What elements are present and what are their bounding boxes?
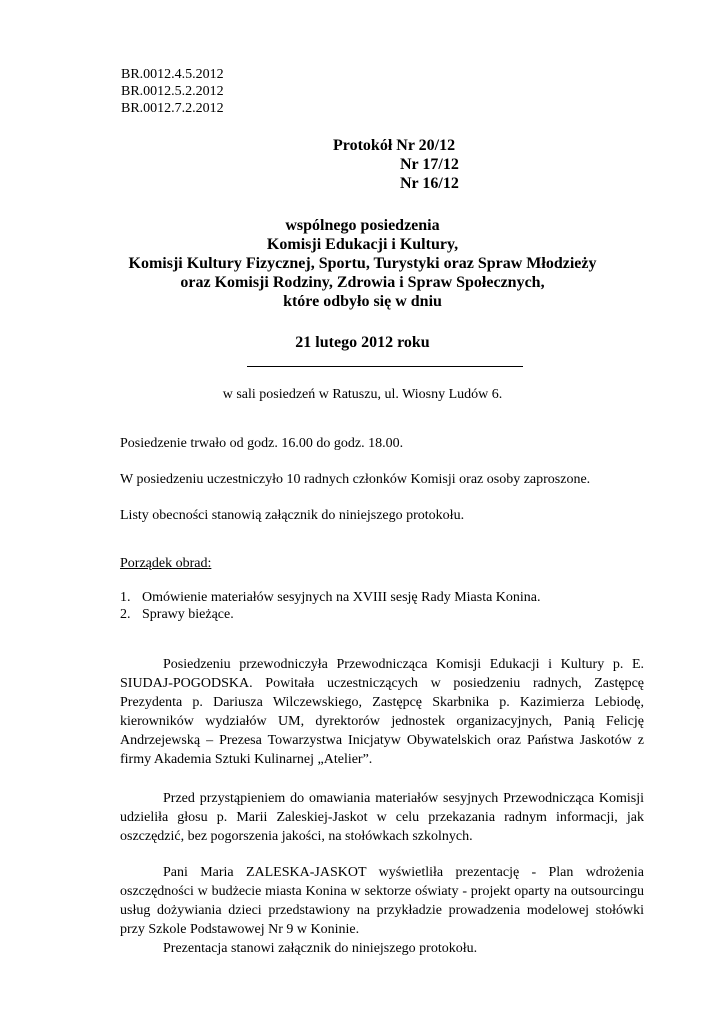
committee-2: Komisji Kultury Fizycznej, Sportu, Turystyki oraz Spraw Młodzieży xyxy=(128,255,597,272)
agenda-heading: Porządek obrad: xyxy=(120,556,212,571)
protocol-number-2: Nr 17/12 xyxy=(400,156,459,173)
paragraph-chair: Posiedzeniu przewodniczyła Przewodnicząca Komisji Edukacji i Kultury p. E. SIUDAJ-POGODSKA. Powitała uczestniczących w posiedzeniu radnych, Zastępcę Prezydenta p. Dariusza Wilczewskiego, Zastępcę Skarbnika p. Kazimierza Lebiodę, kierowników wydziałów UM, dyrektorów jednostek organizacyjnych, Panią Felicję Andrzejewską – Prezesa Towarzystwa Inicjatyw Obywatelskich oraz Państwa Jaskotów z firmy Akademia Sztuki Kulinarnej „Atelier”. xyxy=(120,657,644,767)
meeting-type: wspólnego posiedzenia xyxy=(285,217,440,234)
paragraph-speaker: Przed przystąpieniem do omawiania materiałów sesyjnych Przewodnicząca Komisji udzieliła głosu p. Marii Zaleskiej-Jaskot w celu przekazania radnym informacji, jak oszczędzić, bez pogorszenia jakości, na stołówkach szkolnych. xyxy=(120,791,644,844)
protocol-title: Protokół Nr 20/12 xyxy=(333,137,456,154)
meeting-date: 21 lutego 2012 roku xyxy=(295,334,430,351)
agenda-item-number: 2. xyxy=(120,607,131,622)
reference-number: BR.0012.7.2.2012 xyxy=(121,101,224,116)
committee-1: Komisji Edukacji i Kultury, xyxy=(266,236,459,253)
meeting-date-intro: które odbyło się w dniu xyxy=(283,293,442,310)
meeting-duration: Posiedzenie trwało od godz. 16.00 do godz. 18.00. xyxy=(120,436,404,451)
agenda-item-number: 1. xyxy=(120,590,131,605)
attendance-lists-info: Listy obecności stanowią załącznik do niniejszego protokołu. xyxy=(120,508,465,523)
paragraph-presentation: Pani Maria ZALESKA-JASKOT wyświetliła prezentację - Plan wdrożenia oszczędności w budżecie miasta Konina w sektorze oświaty - projekt oparty na outsourcingu usług dożywiania dzieci przedstawiony na przykładzie prowadzenia modelowej stołówki przy Szkole Podstawowej Nr 9 w Koninie. xyxy=(120,865,644,937)
meeting-location: w sali posiedzeń w Ratuszu, ul. Wiosny Ludów 6. xyxy=(222,387,503,402)
agenda-item-text: Omówienie materiałów sesyjnych na XVIII sesję Rady Miasta Konina. xyxy=(142,590,541,605)
paragraph-attachment: Prezentacja stanowi załącznik do niniejszego protokołu. xyxy=(163,941,478,956)
agenda-item xyxy=(120,607,234,623)
reference-number: BR.0012.4.5.2012 xyxy=(121,67,224,82)
agenda-item xyxy=(120,590,541,606)
reference-numbers xyxy=(121,66,224,117)
committee-3: oraz Komisji Rodziny, Zdrowia i Spraw Społecznych, xyxy=(180,274,545,291)
protocol-number-3: Nr 16/12 xyxy=(400,175,459,192)
agenda-item-text: Sprawy bieżące. xyxy=(142,607,234,622)
reference-number: BR.0012.5.2.2012 xyxy=(121,84,224,99)
divider-line xyxy=(247,366,523,367)
attendance-info: W posiedzeniu uczestniczyło 10 radnych członków Komisji oraz osoby zaproszone. xyxy=(120,472,591,487)
